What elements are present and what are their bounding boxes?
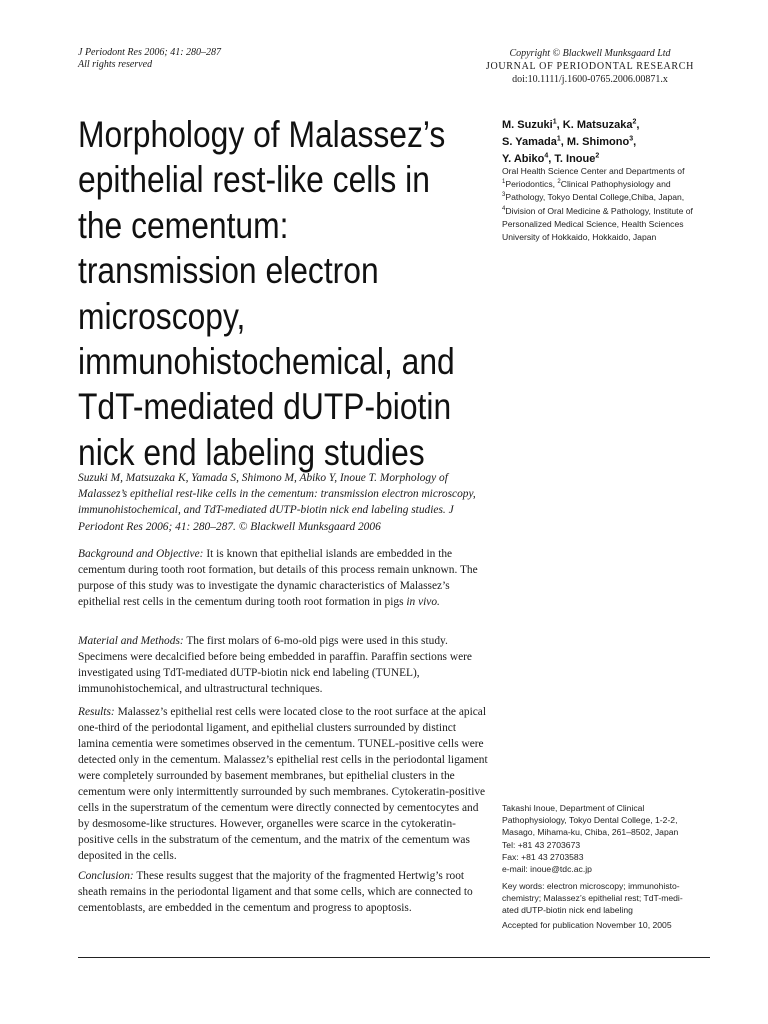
affiliation-text: Pathology, Tokyo Dental College,Chiba, Japan,	[505, 192, 685, 203]
section-label: Material and Methods:	[78, 635, 184, 647]
section-text: Malassez’s epithelial rest cells were located close to the root surface at the apical one-third of the periodontal ligament, and epithelial clusters surrounded by distinct lamina cementia were sometimes observed in the cementum. TUNEL-positive cells were detected only in the cementum. Malassez’s epithelial rest cells in the periodontal ligament were completely surrounded by basement membranes, but epithelial clusters in the cementum were only intermittently surrounded by such membranes. Cytokeratin-positive cells in the superstratum of the cementum were directly connected by cementocytes and by desmosome-like structures. However, organelles were scarce in the cytokeratin-positive cells in the substratum of the cementum, and the matrix of the cementum was deposited in the cells.	[78, 706, 488, 862]
article-title	[78, 112, 455, 475]
contact-email: e-mail: inoue@tdc.ac.jp	[502, 864, 592, 875]
accepted-date: Accepted for publication November 10, 2005	[502, 920, 672, 930]
author-name: T. Inoue	[554, 153, 596, 165]
title-line: microscopy,	[78, 295, 246, 337]
author-name: Y. Abiko	[502, 153, 545, 165]
keywords-line: ated dUTP-biotin nick end labeling	[502, 905, 633, 916]
author-affiliation-marker: 1	[552, 118, 557, 126]
abstract-background	[78, 546, 488, 610]
doi: doi:10.1111/j.1600-0765.2006.00871.x	[512, 74, 668, 85]
title-line: transmission electron	[78, 250, 379, 292]
title-line: nick end labeling studies	[78, 431, 425, 473]
affiliation-marker: 4	[502, 205, 506, 212]
abstract-conclusion	[78, 868, 488, 916]
section-label: Background and Objective:	[78, 548, 204, 560]
contact-line: Pathophysiology, Tokyo Dental College, 1-2-2,	[502, 815, 678, 826]
section-text: These results suggest that the majority of the fragmented Hertwig’s root sheath remains in the periodontal ligament and that some cells, which are connected to cementoblasts, are embedded in the cementum and progress to apoptosis.	[78, 870, 473, 914]
contact-line: Takashi Inoue, Department of Clinical	[502, 803, 645, 813]
author-line: Y. Abiko$^4$, T. Inoue$^2$	[502, 152, 600, 165]
copyright-line: Copyright © Blackwell Munksgaard Ltd	[509, 48, 671, 59]
affiliation-marker: 2	[557, 179, 561, 186]
section-label: Conclusion:	[78, 870, 134, 882]
keywords-block	[502, 880, 702, 917]
author-name: S. Yamada	[502, 136, 557, 148]
section-label: Results:	[78, 706, 115, 718]
affiliation-marker: 1	[502, 179, 506, 186]
section-text-italic: in vivo.	[406, 596, 440, 608]
abstract-results	[78, 704, 488, 864]
correspondence-block	[502, 802, 702, 875]
affiliation-text: Clinical Pathophysiology and	[560, 179, 671, 190]
affiliation-marker: 3	[502, 192, 506, 199]
author-affiliation-marker: 1	[556, 135, 561, 143]
keywords-line: chemistry; Malassez’s epithelial rest; TdT-medi-	[502, 893, 683, 904]
affiliation-text: Periodontics,	[505, 179, 558, 190]
section-text: It is known that epithelial islands are embedded in the cementum during tooth root formation, but details of this process remain unknown. The purpose of this study was to investigate the dynamic characteristics of Malassez’s epithelial rest cells in the cementum during tooth root formation in pigs	[78, 548, 478, 608]
article-citation: Suzuki M, Matsuzaka K, Yamada S, Shimono M, Abiko Y, Inoue T. Morphology of Malassez’s epithelial rest-like cells in the cementum: transmission electron microscopy, immunohistochemical, and TdT-mediated dUTP-biotin nick end labeling studies. J Periodont Res 2006; 41: 280–287. © Blackwell Munksgaard 2006	[78, 472, 476, 533]
abstract-methods	[78, 633, 488, 697]
author-line: S. Yamada$^1$, M. Shimono$^3$,	[502, 135, 637, 148]
author-name: M. Shimono	[566, 136, 630, 148]
author-affiliation-marker: 2	[595, 152, 600, 160]
title-line: Morphology of Malassez’s	[78, 114, 446, 155]
journal-header-right	[470, 47, 710, 86]
section-text: The first molars of 6-mo-old pigs were used in this study. Specimens were decalcified before being embedded in paraffin. Paraffin sections were investigated using TdT-mediated dUTP-biotin nick end labeling (TUNEL), immunohistochemical, and ultrastructural techniques.	[78, 635, 472, 695]
journal-name: JOURNAL OF PERIODONTAL RESEARCH	[485, 61, 695, 72]
contact-fax: Fax: +81 43 2703583	[502, 851, 584, 862]
author-name: K. Matsuzaka	[562, 119, 633, 131]
rights-line: All rights reserved	[78, 59, 153, 70]
author-affiliation-marker: 3	[629, 135, 634, 143]
journal-citation-header	[78, 47, 221, 71]
bottom-divider	[78, 957, 710, 958]
affiliation-intro: Oral Health Science Center and Departments of	[502, 166, 685, 176]
affiliation-text: Division of Oral Medicine & Pathology, Institute of Personalized Medical Science, Health Sciences University of Hokkaido, Hokkaido, Japan	[502, 205, 693, 243]
contact-tel: Tel: +81 43 2703673	[502, 839, 581, 850]
title-line: the cementum:	[78, 204, 289, 246]
affiliations	[502, 165, 717, 244]
author-affiliation-marker: 4	[544, 152, 549, 160]
author-name: M. Suzuki	[502, 119, 553, 131]
contact-line: Masago, Mihama-ku, Chiba, 261–8502, Japan	[502, 827, 679, 838]
keywords-line: Key words: electron microscopy; immunohisto-	[502, 881, 680, 891]
title-line: immunohistochemical, and	[78, 341, 455, 383]
author-list	[502, 117, 742, 168]
title-line: TdT-mediated dUTP-biotin	[78, 386, 452, 428]
title-line: epithelial rest-like cells in	[78, 159, 430, 201]
journal-citation-line: J Periodont Res 2006; 41: 280–287	[78, 47, 222, 58]
author-affiliation-marker: 2	[632, 118, 637, 126]
author-line: M. Suzuki$^1$, K. Matsuzaka$^2$,	[502, 118, 640, 131]
